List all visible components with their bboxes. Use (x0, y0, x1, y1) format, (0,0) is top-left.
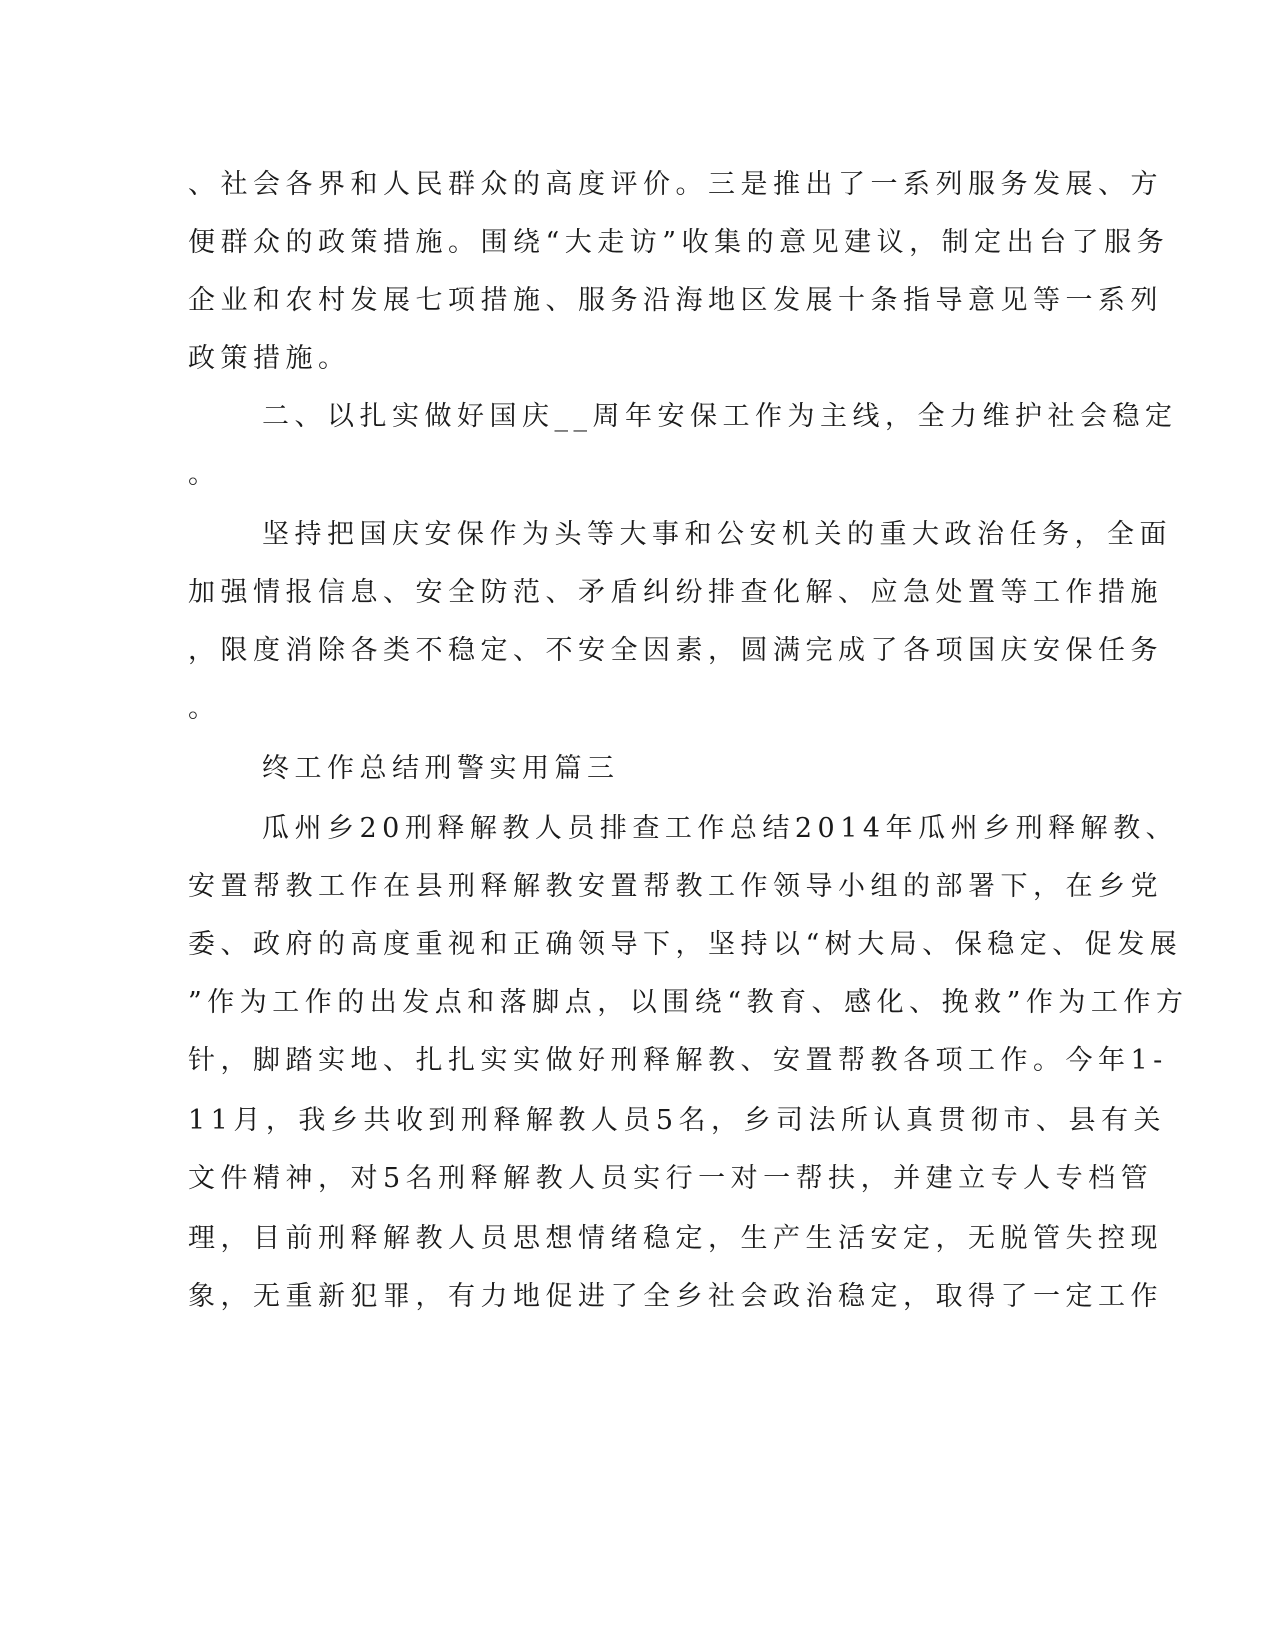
paragraph-line: 11月，我乡共收到刑释解教人员5名，乡司法所认真贯彻市、县有关 (188, 1105, 1167, 1136)
paragraph-line: 安置帮教工作在县刑释解教安置帮教工作领导小组的部署下，在乡党 (188, 871, 1163, 902)
section-heading-line: 二、以扎实做好国庆__周年安保工作为主线，全力维护社会稳定 (262, 401, 1178, 432)
paragraph-line: 象，无重新犯罪，有力地促进了全乡社会政治稳定，取得了一定工作 (188, 1281, 1163, 1312)
paragraph-line: 坚持把国庆安保作为头等大事和公安机关的重大政治任务，全面 (262, 519, 1172, 550)
paragraph-line: 加强情报信息、安全防范、矛盾纠纷排查化解、应急处置等工作措施 (188, 577, 1163, 608)
paragraph-line: 针，脚踏实地、扎扎实实做好刑释解教、安置帮教各项工作。今年1- (188, 1045, 1168, 1076)
paragraph-line: 瓜州乡20刑释解教人员排查工作总结2014年瓜州乡刑释解教、 (262, 813, 1179, 844)
paragraph-line: 理，目前刑释解教人员思想情绪稳定，生产生活安定，无脱管失控现 (188, 1223, 1163, 1254)
paragraph-line: 。 (188, 693, 221, 724)
paragraph-line: 企业和农村发展七项措施、服务沿海地区发展十条指导意见等一系列 (188, 285, 1163, 316)
paragraph-line: ”作为工作的出发点和落脚点，以围绕“教育、感化、挽救”作为工作方 (188, 987, 1189, 1018)
paragraph-line: 文件精神，对5名刑释解教人员实行一对一帮扶，并建立专人专档管 (188, 1163, 1154, 1194)
paragraph-line: 政策措施。 (188, 343, 351, 374)
section-title: 终工作总结刑警实用篇三 (262, 753, 620, 784)
paragraph-line: 、社会各界和人民群众的高度评价。三是推出了一系列服务发展、方 (188, 169, 1163, 200)
paragraph-line: 委、政府的高度重视和正确领导下，坚持以“树大局、保稳定、促发展 (188, 929, 1183, 960)
paragraph-line: ，限度消除各类不稳定、不安全因素，圆满完成了各项国庆安保任务 (188, 635, 1163, 666)
paragraph-line: 便群众的政策措施。围绕“大走访”收集的意见建议，制定出台了服务 (188, 227, 1170, 258)
section-heading-line: 。 (188, 459, 221, 490)
